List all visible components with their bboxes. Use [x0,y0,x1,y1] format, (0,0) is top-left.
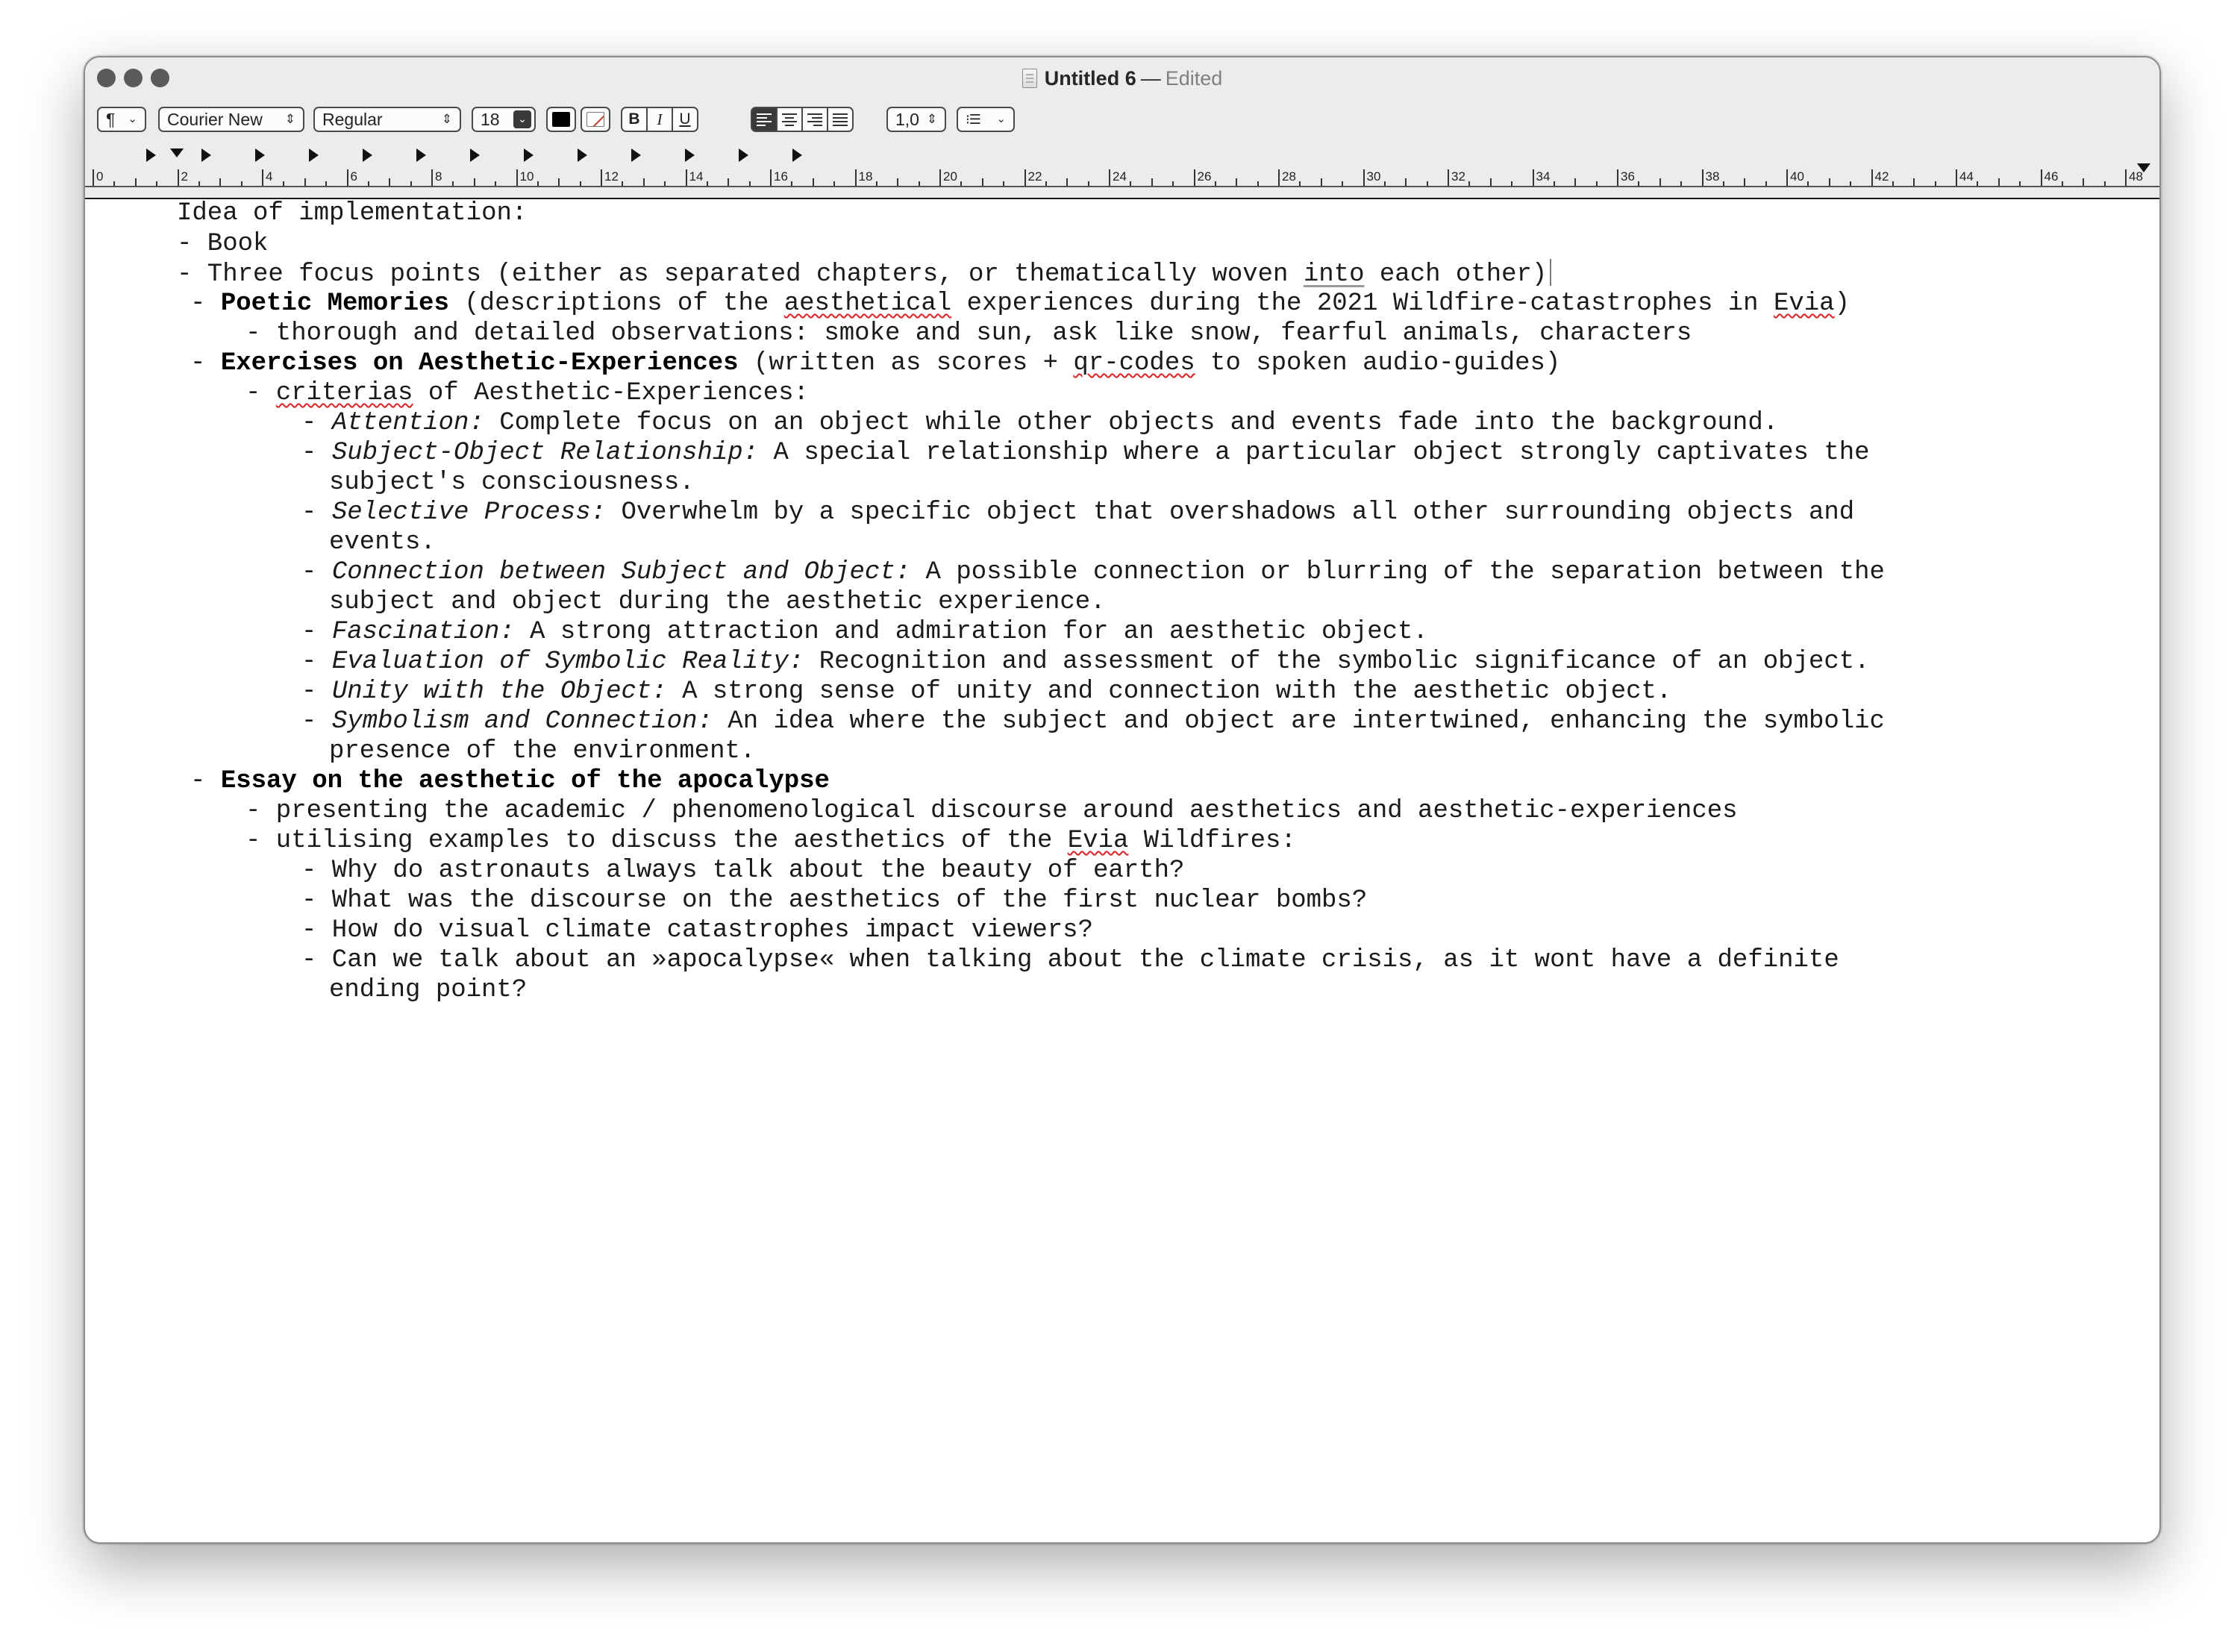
ruler-tick [1574,178,1576,186]
text-segment: - utilising examples to discuss the aesthetics of the [245,827,1068,855]
background-color-well[interactable] [581,107,610,132]
ruler-tick [262,169,263,186]
text-segment: experiences during the 2021 Wildfire-catastrophes in [951,290,1774,318]
text-color-swatch [552,112,570,127]
list-item-poetic-memories [190,289,1850,319]
bullet-dash: - [190,767,221,795]
ruler-tick [1024,169,1026,186]
paragraph-style-popup[interactable] [97,107,146,132]
no-color-icon [586,112,604,127]
ruler-tick [1638,181,1639,186]
criteria-item: - Attention: Complete focus on an object while other objects and events fade into the background. [301,409,1779,437]
chevron-down-icon: ⌄ [128,113,137,125]
align-center-icon [782,111,797,128]
ruler-tick [960,181,962,186]
ruler-tick [452,181,454,186]
criteria-term: Evaluation of Symbolic Reality: [331,648,804,676]
ruler-tick [198,181,200,186]
chevron-down-icon: ⌄ [996,113,1006,125]
ruler-number: 38 [1705,169,1720,184]
tab-stop-marker[interactable] [792,148,802,162]
ruler-number: 20 [943,169,957,184]
ruler-tick [1977,181,1978,186]
text-segment: each other) [1364,260,1548,289]
criteria-item: - Evaluation of Symbolic Reality: Recognition and assessment of the symbolic significance of an object. [301,648,1870,676]
ruler-tick [1215,181,1216,186]
ruler-tick [728,178,729,186]
ruler-tick [2083,178,2084,186]
ruler-tick [1702,169,1704,186]
updown-arrows-icon: ⇕ [441,112,452,126]
ruler-tick [516,169,518,186]
ruler-tick [495,181,496,186]
ruler-number: 18 [858,169,873,184]
ruler-tick [474,178,475,186]
list-item-book: - Book [177,230,269,258]
ruler-tick [410,181,412,186]
updown-arrows-icon: ⇕ [284,112,295,126]
ruler-number: 26 [1197,169,1212,184]
text-segment: (written as scores + [738,349,1074,378]
ruler-tick [580,181,581,186]
ruler-number: 0 [96,169,104,184]
ruler-number: 4 [266,169,273,184]
tab-stop-marker[interactable] [578,148,587,162]
ruler-tick [156,181,157,186]
ruler-number: 46 [2044,169,2059,184]
ruler-tick [749,181,751,186]
ruler-tick [876,181,877,186]
title-separator: — [1140,67,1161,90]
criteria-item: - Unity with the Object: A strong sense of unity and connection with the aesthetic object. [301,678,1672,706]
ruler-tick [2125,169,2127,186]
ruler-tick [1384,181,1386,186]
ruler-tick [833,181,835,186]
misspelled-word[interactable]: qr-codes [1073,349,1195,378]
line-spacing-value: 1,0 [895,110,919,129]
align-left-button[interactable] [751,107,778,132]
ruler-tick [897,178,898,186]
ruler-tick [325,181,327,186]
ruler-tick [1172,181,1174,186]
tab-stop-marker[interactable] [363,148,372,162]
criteria-term: Symbolism and Connection: [331,707,713,736]
ruler-tick [664,181,666,186]
ruler-tick [1490,178,1492,186]
criteria-continuation: subject's consciousness. [329,469,695,497]
criteria-text: A possible connection or blurring of the separation between the [910,558,1885,586]
ruler-tick [283,181,284,186]
ruler-tick [537,181,539,186]
ruler-number: 24 [1113,169,1127,184]
ruler-tick [113,181,115,186]
ruler-tick [2062,181,2063,186]
criteria-term: Unity with the Object: [331,678,667,706]
question-item: - How do visual climate catastrophes impact viewers? [301,916,1093,945]
list-style-popup[interactable] [957,107,1015,132]
ruler-tick [1130,181,1131,186]
ruler-tick [1066,178,1068,186]
ruler-tick [1617,169,1618,186]
ruler-tick [1088,181,1089,186]
ruler-tick [1448,169,1449,186]
criteria-term: Subject-Object Relationship: [331,439,759,467]
tab-stop-marker[interactable] [201,148,211,162]
section-title: Poetic Memories [220,290,449,318]
text-segment: of Aesthetic-Experiences: [413,379,809,407]
criteria-text: A strong sense of unity and connection with the aesthetic object. [666,678,1672,706]
list-item-observations: - thorough and detailed observations: smoke and sun, ask like snow, fearful animals, characters [245,319,1692,348]
ruler-tick [1680,181,1682,186]
ruler-tick [1723,181,1724,186]
ruler-tick [1786,169,1788,186]
list-item-utilising [245,826,1296,856]
section-title: Exercises on Aesthetic-Experiences [220,349,739,378]
criteria-text: A strong attraction and admiration for an aesthetic object. [514,618,1428,646]
ruler-number: 36 [1621,169,1635,184]
align-center-button[interactable] [776,107,803,132]
list-bullet-icon: ⁝☰ [966,112,980,127]
ruler-tick [558,178,560,186]
criteria-item: - Connection between Subject and Object: A possible connection or blurring of the separation between the [301,558,1885,586]
bullet-dash: - [245,379,276,407]
ruler-tick [813,178,814,186]
ruler-number: 8 [435,169,442,184]
bullet-dash: - [190,349,221,378]
ruler-tick [219,178,221,186]
criteria-term: Fascination: [331,618,515,646]
tab-stop-marker[interactable] [255,148,265,162]
ruler-tick [1151,178,1153,186]
font-size-dropdown-icon[interactable]: ⌄ [513,110,531,128]
ruler-tick [686,169,687,186]
bold-button[interactable]: B [621,107,648,132]
ruler-tick [982,178,983,186]
criteria-continuation: presence of the environment. [329,737,756,766]
criteria-item: - Fascination: A strong attraction and admiration for an aesthetic object. [301,618,1428,646]
updown-arrows-icon: ⇕ [926,112,937,126]
list-item-presenting: - presenting the academic / phenomenological discourse around aesthetics and aesthetic-experiences [245,797,1738,825]
ruler-number: 12 [604,169,619,184]
line-spacing-popup[interactable] [886,107,946,132]
right-margin-marker[interactable] [2137,163,2150,172]
ruler-tick [304,178,306,186]
document-name[interactable]: Untitled 6 [1044,67,1136,90]
list-item-essay [190,766,830,796]
ruler-tick [1405,178,1407,186]
ruler-tick [389,178,390,186]
list-item-criterias [245,378,809,408]
ruler-tick [1554,181,1555,186]
misspelled-word[interactable]: Evia [1773,290,1835,318]
align-left-icon [757,111,772,128]
text-editor-window [84,56,2161,1544]
ruler-tick [1194,169,1195,186]
ruler-number: 10 [519,169,534,184]
question-item: - What was the discourse on the aesthetics of the first nuclear bombs? [301,886,1368,915]
ruler-number: 16 [774,169,788,184]
ruler-tick [1744,178,1745,186]
ruler-tick [241,181,243,186]
font-size-value: 18 [481,110,500,129]
ruler-tick [643,178,645,186]
text-style-buttons [621,107,698,132]
criteria-text: An idea where the subject and object are intertwined, enhancing the symbolic [712,707,1885,736]
window-title [85,63,2159,93]
ruler-tick [1829,178,1830,186]
ruler-tick [1850,181,1851,186]
font-size-combo[interactable] [472,107,536,132]
ruler-tick [1236,178,1237,186]
tab-stop-marker[interactable] [524,148,534,162]
edited-status[interactable]: Edited [1165,67,1223,90]
ruler-tick [1003,181,1004,186]
align-right-button[interactable] [801,107,828,132]
ruler-number: 40 [1790,169,1804,184]
ruler-tick [770,169,772,186]
ruler-tick [1468,181,1470,186]
ruler-tick [1045,181,1047,186]
misspelled-word[interactable]: aesthetical [783,290,952,318]
tab-stop-marker[interactable] [685,148,695,162]
criteria-continuation: events. [329,528,436,557]
ruler-tick [2104,181,2106,186]
ruler-number: 48 [2129,169,2143,184]
tab-stop-marker[interactable] [416,148,426,162]
font-style-popup[interactable] [313,107,461,132]
list-item-three-focus-points [177,259,1551,290]
ruler-number: 34 [1536,169,1551,184]
ruler-number: 2 [181,169,188,184]
first-line-indent-marker[interactable] [170,148,184,157]
ruler-tick [135,178,137,186]
justify-icon [833,111,848,128]
ruler-number: 22 [1027,169,1042,184]
ruler-number: 44 [1959,169,1974,184]
ruler-number: 32 [1451,169,1465,184]
font-style-value: Regular [322,110,383,129]
section-title: Essay on the aesthetic of the apocalypse [220,767,830,795]
ruler-tick [1892,181,1894,186]
ruler-tick [1257,181,1259,186]
tab-stop-marker[interactable] [309,148,319,162]
ruler-number: 30 [1366,169,1381,184]
ruler-tick [1871,169,1873,186]
ruler-tick [1342,181,1343,186]
text-segment: Wildfires: [1128,827,1296,855]
ruler-tick [622,181,623,186]
criteria-term: Selective Process: [331,498,607,527]
ruler-baseline [85,186,2159,187]
ruler-tick [2041,169,2042,186]
tab-stop-marker[interactable] [631,148,641,162]
ruler-tick [431,169,433,186]
text-color-well[interactable] [546,107,576,132]
misspelled-word[interactable]: criterias [275,379,413,407]
ruler-tick [1511,181,1512,186]
criteria-item: - Selective Process: Overwhelm by a specific object that overshadows all other surrounding objects and [301,498,1855,527]
misspelled-word[interactable]: Evia [1067,827,1129,855]
ruler-tick [1109,169,1110,186]
ruler-tick [791,181,792,186]
ruler-tick [1913,178,1915,186]
ruler-tick [347,169,348,186]
ruler-tick [1533,169,1534,186]
criteria-term: Connection between Subject and Object: [331,558,911,586]
ruler-tick [601,169,602,186]
document-icon[interactable] [1022,69,1037,88]
ruler-tick [919,181,920,186]
document-body[interactable] [85,198,2159,1542]
ruler-tick [1299,181,1301,186]
list-item-exercises [190,348,1560,378]
underlined-word: into [1303,260,1365,289]
ruler-tick [1321,178,1322,186]
ruler-tick [1998,178,2000,186]
pilcrow-icon: ¶ [106,110,116,129]
criteria-item: - Subject-Object Relationship: A special relationship where a particular object strongly captivates the [301,439,1870,467]
ruler-tick [1278,169,1280,186]
criteria-item: - Symbolism and Connection: An idea where the subject and object are intertwined, enhancing the symbolic [301,707,1885,736]
ruler-tick [2019,181,2021,186]
bullet-dash: - [190,290,221,318]
tab-stop-marker[interactable] [470,148,480,162]
ruler-tick [855,169,857,186]
text-segment: to spoken audio-guides) [1195,349,1561,378]
criteria-text: Overwhelm by a specific object that overshadows all other surrounding objects and [606,498,1855,527]
question-item: - Why do astronauts always talk about the beauty of earth? [301,857,1185,885]
ruler-tick [707,181,708,186]
italic-button[interactable]: I [646,107,673,132]
titlebar [85,57,2159,199]
text-segment: ) [1834,290,1850,318]
criteria-term: Attention: [331,409,484,437]
alignment-buttons [751,107,854,132]
ruler-tick [1935,181,1936,186]
text-segment: - Three focus points (either as separated chapters, or thematically woven [177,260,1304,289]
tab-stop-marker[interactable] [146,148,156,162]
font-family-value: Courier New [167,110,263,129]
ruler-tick [1765,181,1767,186]
ruler-number: 14 [689,169,704,184]
ruler-number: 6 [350,169,357,184]
ruler-tick [1807,181,1809,186]
ruler-tick [368,181,369,186]
underline-button[interactable]: U [672,107,698,132]
question-item: - Can we talk about an »apocalypse« when talking about the climate crisis, as it wont have a definite [301,946,1839,974]
question-continuation: ending point? [329,976,528,1004]
justify-button[interactable] [827,107,854,132]
font-family-popup[interactable] [158,107,304,132]
ruler-number: 42 [1874,169,1889,184]
heading-line: Idea of implementation: [177,199,528,228]
align-right-icon [807,111,822,128]
ruler-tick [1659,178,1661,186]
ruler-tick [1427,181,1428,186]
criteria-text: Complete focus on an object while other objects and events fade into the background. [484,409,1779,437]
ruler-tick [1596,181,1598,186]
text-cursor [1550,259,1551,286]
ruler-tick [1956,169,1957,186]
criteria-text: A special relationship where a particular object strongly captivates the [758,439,1870,467]
ruler-tick [1363,169,1365,186]
criteria-text: Recognition and assessment of the symbolic significance of an object. [804,648,1870,676]
ruler-tick [939,169,941,186]
criteria-continuation: subject and object during the aesthetic experience. [329,588,1106,616]
ruler[interactable] [85,144,2159,196]
ruler-number: 28 [1282,169,1296,184]
ruler-tick [93,169,94,186]
tab-stop-marker[interactable] [739,148,748,162]
text-segment: (descriptions of the [448,290,784,318]
ruler-tick [178,169,179,186]
